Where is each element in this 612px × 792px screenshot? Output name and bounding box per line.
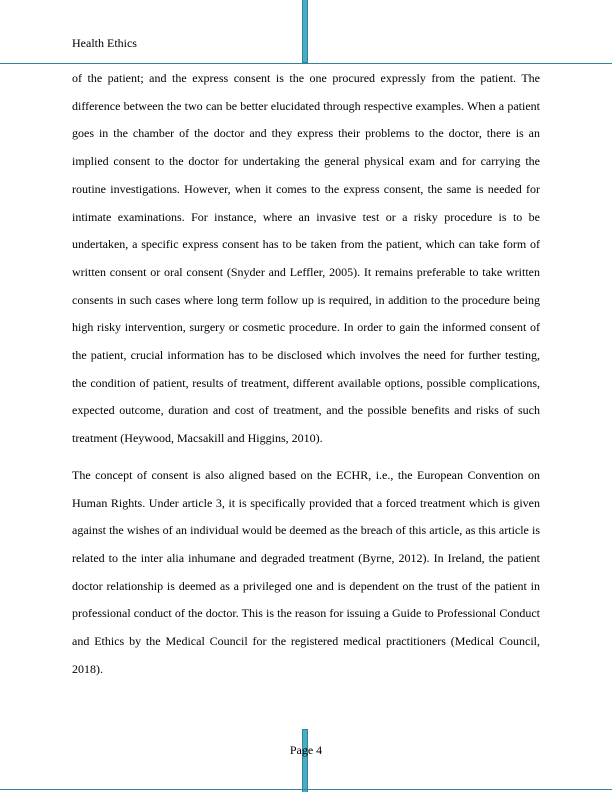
header-divider	[0, 63, 612, 64]
document-body	[72, 65, 540, 692]
running-header-title: Health Ethics	[72, 36, 137, 50]
footer-divider	[0, 789, 612, 790]
page-number: Page 4	[289, 743, 323, 757]
body-paragraph-2: The concept of consent is also aligned based on the ECHR, i.e., the European Convention on Human Rights. Under article 3, it is specifically provided that a forced treatment which is given against the wishes of an individual would be deemed as the breach of this article, as this article is related to the inter alia inhumane and degraded treatment (Byrne, 2012). In Ireland, the patient doctor relationship is deemed as a privileged one and is dependent on the trust of the patient in professional conduct of the doctor. This is the reason for issuing a Guide to Professional Conduct and Ethics by the Medical Council for the registered medical practitioners (Medical Council, 2018).	[72, 467, 540, 676]
footer-accent-tab	[302, 729, 308, 792]
header-accent-tab	[302, 0, 308, 63]
body-paragraph-1: of the patient; and the express consent is the one procured expressly from the patient. The difference between the two can be better elucidated through respective examples. When a patient goes in the chamber of the doctor and they express their problems to the doctor, there is an implied consent to the doctor for undertaking the general physical exam and for carrying the routine investigations. However, when it comes to the express consent, the same is needed for intimate examinations. For instance, where an invasive test or a risky procedure is to be undertaken, a specific express consent has to be taken from the patient, which can take form of written consent or oral consent (Snyder and Leffler, 2005). It remains preferable to take written consents in such cases where long term follow up is required, in addition to the procedure being high risky intervention, surgery or cosmetic procedure. In order to gain the informed consent of the patient, crucial information has to be disclosed which involves the need for further testing, the condition of patient, results of treatment, different available options, possible complications, expected outcome, duration and cost of treatment, and the possible benefits and risks of such treatment (Heywood, Macsakill and Higgins, 2010).	[72, 71, 540, 446]
